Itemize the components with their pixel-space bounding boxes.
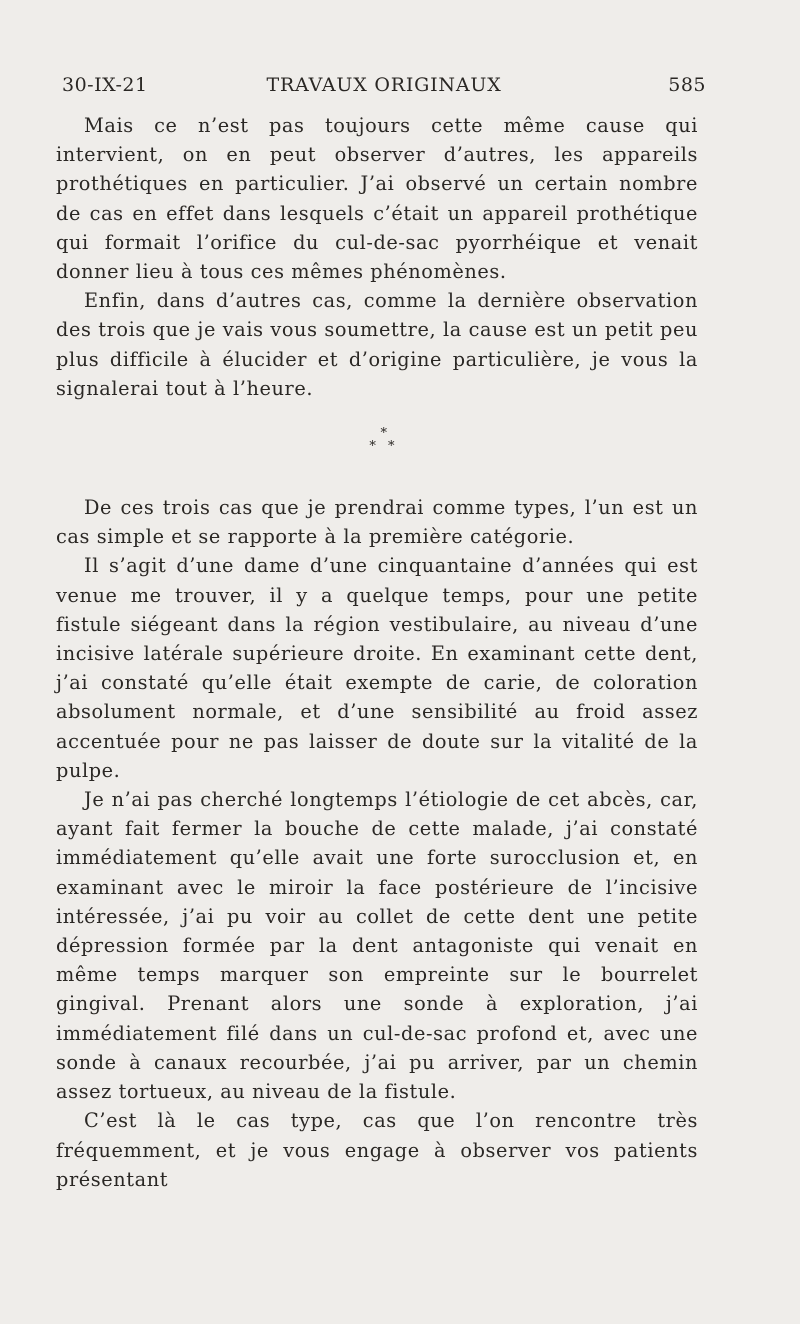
- separator-star-top: *: [380, 426, 388, 442]
- paragraph: De ces trois cas que je prendrai comme types, l’un est un cas simple et se rapporte à la première catégorie.: [56, 496, 698, 549]
- body-text: [56, 111, 698, 1194]
- running-header: [62, 74, 706, 104]
- header-date: 30-IX-21: [62, 74, 148, 96]
- page-number: 585: [668, 74, 706, 96]
- paragraph: Je n’ai pas cherché longtemps l’étiologie de cet abcès, car, ayant fait fermer la bouche de cette malade, j’ai constaté immédiatement qu’elle avait une forte surocclusion et, en examinant avec le miroir la face postérieure de l’incisive intéressée, j’ai pu voir au collet de cette dent une petite dépression formée par la dent antagoniste qui venait en même temps marquer son empreinte sur le bourrelet gingival. Prenant alors une sonde à exploration, j’ai immédiatement filé dans un cul-de-sac profond et, avec une sonde à canaux recourbée, j’ai pu arriver, par un chemin assez tortueux, au niveau de la fistule.: [56, 788, 698, 1104]
- paragraph: Enfin, dans d’autres cas, comme la dernière observation des trois que je vais vous soumettre, la cause est un petit peu plus difficile à élucider et d’origine particulière, je vous la signalerai tout à l’heure.: [56, 289, 698, 400]
- paragraph: Mais ce n’est pas toujours cette même cause qui intervient, on en peut observer d’autres, les appareils prothétiques en particulier. J’ai observé un certain nombre de cas en effet dans lesquels c’était un appareil prothétique qui formait l’orifice du cul-de-sac pyorrhéique et venait donner lieu à tous ces mêmes phénomènes.: [56, 114, 698, 284]
- paragraph: Il s’agit d’une dame d’une cinquantaine d’années qui est venue me trouver, il y a quelque temps, pour une petite fistule siégeant dans la région vestibulaire, au niveau d’une incisive latérale supérieure droite. En examinant cette dent, j’ai constaté qu’elle était exempte de carie, de coloration absolument normale, et d’une sensibilité au froid assez accentuée pour ne pas laisser de doute sur la vitalité de la pulpe.: [56, 554, 698, 782]
- section-separator: [56, 403, 698, 493]
- separator-stars-bottom: * *: [369, 439, 399, 455]
- paragraph: C’est là le cas type, cas que l’on rencontre très fréquemment, et je vous engage à observer vos patients présentant: [56, 1109, 698, 1191]
- header-section-title: TRAVAUX ORIGINAUX: [266, 74, 502, 96]
